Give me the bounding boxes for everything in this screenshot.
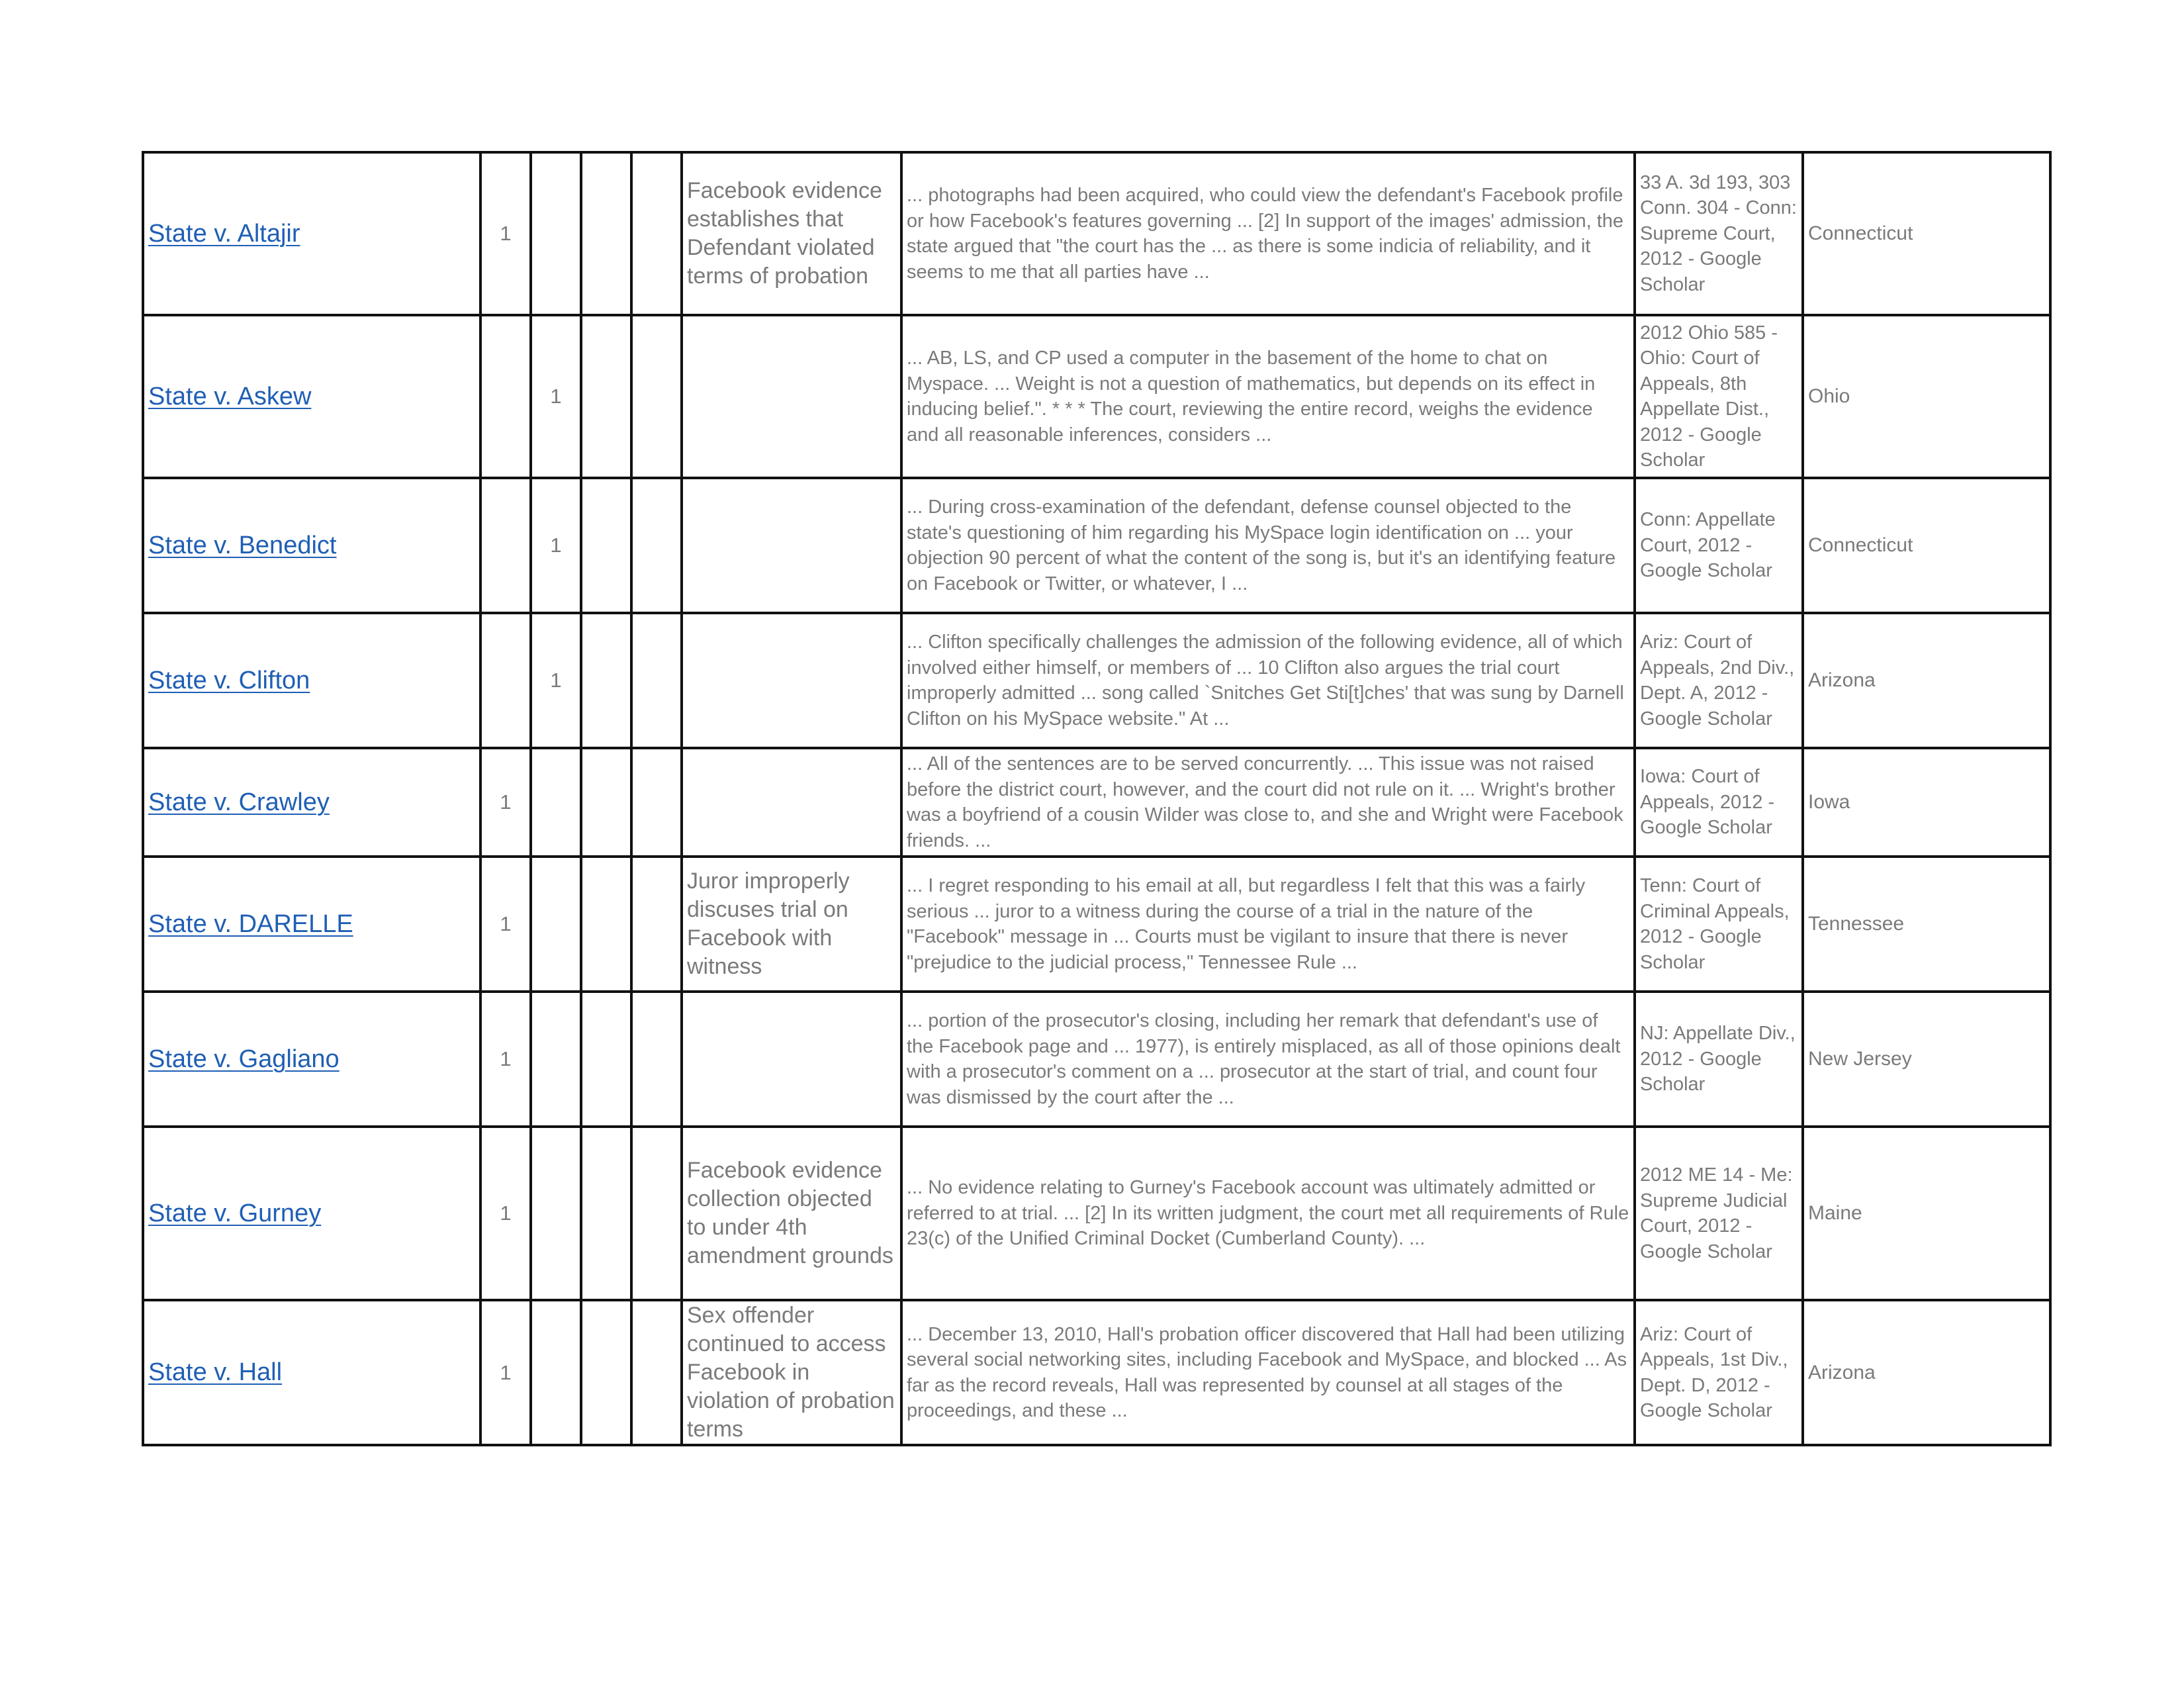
mark-cell: 1 <box>531 478 581 613</box>
mark-cell <box>631 1300 682 1445</box>
mark-cell <box>631 478 682 613</box>
state-cell: New Jersey <box>1803 992 2050 1127</box>
case-link[interactable]: State v. Askew <box>148 382 312 410</box>
state-cell: Arizona <box>1803 1300 2050 1445</box>
topic-cell <box>682 315 901 478</box>
case-link[interactable]: State v. Gurney <box>148 1199 322 1227</box>
topic-cell: Facebook evidence establishes that Defendant violated terms of probation <box>682 152 901 315</box>
table-row <box>143 152 2050 315</box>
topic-cell <box>682 992 901 1127</box>
state-cell: Arizona <box>1803 613 2050 748</box>
mark-cell <box>631 857 682 992</box>
state-cell: Maine <box>1803 1127 2050 1300</box>
mark-cell <box>581 1300 631 1445</box>
mark-cell: 1 <box>480 1127 531 1300</box>
mark-cell <box>531 1300 581 1445</box>
topic-cell: Juror improperly discuses trial on Facebook with witness <box>682 857 901 992</box>
mark-cell <box>581 478 631 613</box>
mark-cell: 1 <box>531 613 581 748</box>
citation-cell: Ariz: Court of Appeals, 2nd Div., Dept. A, 2012 - Google Scholar <box>1635 613 1803 748</box>
snippet-cell: ... portion of the prosecutor's closing, including her remark that defendant's use of the Facebook page and ... 1977), is entirely misplaced, as all of those opinions dealt with a prosecutor's comment on a ... prosecutor at the start of trial, and count four was dismissed by the court after the ... <box>901 992 1635 1127</box>
mark-cell <box>531 1127 581 1300</box>
table-row <box>143 992 2050 1127</box>
table-row <box>143 857 2050 992</box>
case-name-cell <box>143 613 480 748</box>
snippet-cell: ... I regret responding to his email at all, but regardless I felt that this was a fairly serious ... juror to a witness during the course of a trial in the nature of the "Facebook" message in ... Courts must be vigilant to insure that there is never "prejudice to the judicial process," Tennessee Rule ... <box>901 857 1635 992</box>
mark-cell <box>531 992 581 1127</box>
state-cell: Iowa <box>1803 748 2050 857</box>
case-link[interactable]: State v. Altajir <box>148 219 300 248</box>
table-row <box>143 1300 2050 1445</box>
case-link[interactable]: State v. Clifton <box>148 666 310 694</box>
case-link[interactable]: State v. DARELLE <box>148 910 353 938</box>
case-name-cell <box>143 315 480 478</box>
case-name-cell <box>143 992 480 1127</box>
case-table <box>142 151 2052 1446</box>
mark-cell <box>631 748 682 857</box>
snippet-cell: ... Clifton specifically challenges the admission of the following evidence, all of which involved either himself, or members of ... 10 Clifton also argues the trial court improperly admitted ... song called `Snitches Get Sti[t]ches' that was sung by Darnell Clifton on his MySpace website." At ... <box>901 613 1635 748</box>
mark-cell <box>480 315 531 478</box>
citation-cell: 33 A. 3d 193, 303 Conn. 304 - Conn: Supreme Court, 2012 - Google Scholar <box>1635 152 1803 315</box>
mark-cell <box>581 152 631 315</box>
mark-cell <box>531 857 581 992</box>
state-cell: Ohio <box>1803 315 2050 478</box>
mark-cell <box>631 1127 682 1300</box>
mark-cell <box>531 748 581 857</box>
table-row <box>143 748 2050 857</box>
mark-cell: 1 <box>480 1300 531 1445</box>
mark-cell: 1 <box>531 315 581 478</box>
mark-cell <box>480 478 531 613</box>
citation-cell: NJ: Appellate Div., 2012 - Google Scholar <box>1635 992 1803 1127</box>
state-cell: Connecticut <box>1803 478 2050 613</box>
mark-cell: 1 <box>480 857 531 992</box>
mark-cell: 1 <box>480 152 531 315</box>
case-name-cell <box>143 857 480 992</box>
topic-cell: Sex offender continued to access Facebook in violation of probation terms <box>682 1300 901 1445</box>
table-row <box>143 478 2050 613</box>
mark-cell <box>480 613 531 748</box>
snippet-cell: ... During cross-examination of the defendant, defense counsel objected to the state's questioning of him regarding his MySpace login identification on ... your objection 90 percent of what the content of the song is, but it's an identifying feature on Facebook or Twitter, or whatever, I ... <box>901 478 1635 613</box>
citation-cell: Ariz: Court of Appeals, 1st Div., Dept. D, 2012 - Google Scholar <box>1635 1300 1803 1445</box>
case-name-cell <box>143 478 480 613</box>
citation-cell: Iowa: Court of Appeals, 2012 - Google Scholar <box>1635 748 1803 857</box>
mark-cell <box>631 315 682 478</box>
case-link[interactable]: State v. Hall <box>148 1358 283 1386</box>
citation-cell: 2012 ME 14 - Me: Supreme Judicial Court, 2012 - Google Scholar <box>1635 1127 1803 1300</box>
case-name-cell <box>143 748 480 857</box>
mark-cell <box>531 152 581 315</box>
snippet-cell: ... No evidence relating to Gurney's Facebook account was ultimately admitted or referred to at trial. ... [2] In its written judgment, the court met all requirements of Rule 23(c) of the Unified Criminal Docket (Cumberland County). ... <box>901 1127 1635 1300</box>
table-row <box>143 613 2050 748</box>
mark-cell: 1 <box>480 748 531 857</box>
mark-cell <box>581 1127 631 1300</box>
case-link[interactable]: State v. Benedict <box>148 531 337 559</box>
mark-cell <box>581 992 631 1127</box>
citation-cell: Conn: Appellate Court, 2012 - Google Scholar <box>1635 478 1803 613</box>
mark-cell <box>581 613 631 748</box>
mark-cell <box>631 152 682 315</box>
mark-cell <box>581 748 631 857</box>
snippet-cell: ... photographs had been acquired, who could view the defendant's Facebook profile or how Facebook's features governing ... [2] In support of the images' admission, the state argued that "the court has the ... as there is some indicia of reliability, and it seems to me that all parties have ... <box>901 152 1635 315</box>
mark-cell: 1 <box>480 992 531 1127</box>
case-name-cell <box>143 1127 480 1300</box>
table-row <box>143 315 2050 478</box>
mark-cell <box>581 857 631 992</box>
case-name-cell <box>143 1300 480 1445</box>
mark-cell <box>631 992 682 1127</box>
case-name-cell <box>143 152 480 315</box>
mark-cell <box>631 613 682 748</box>
table-row <box>143 1127 2050 1300</box>
topic-cell <box>682 478 901 613</box>
case-link[interactable]: State v. Gagliano <box>148 1045 340 1073</box>
citation-cell: 2012 Ohio 585 - Ohio: Court of Appeals, 8th Appellate Dist., 2012 - Google Scholar <box>1635 315 1803 478</box>
snippet-cell: ... AB, LS, and CP used a computer in the basement of the home to chat on Myspace. ... Weight is not a question of mathematics, but depends on its effect in inducing belief.". * * * The court, reviewing the entire record, weighs the evidence and all reasonable inferences, considers ... <box>901 315 1635 478</box>
mark-cell <box>581 315 631 478</box>
snippet-cell: ... All of the sentences are to be served concurrently. ... This issue was not raised before the district court, however, and the court did not rule on it. ... Wright's brother was a boyfriend of a cousin Wilder was close to, and she and Wright were Facebook friends. ... <box>901 748 1635 857</box>
state-cell: Connecticut <box>1803 152 2050 315</box>
topic-cell <box>682 748 901 857</box>
citation-cell: Tenn: Court of Criminal Appeals, 2012 - Google Scholar <box>1635 857 1803 992</box>
case-link[interactable]: State v. Crawley <box>148 788 330 816</box>
state-cell: Tennessee <box>1803 857 2050 992</box>
snippet-cell: ... December 13, 2010, Hall's probation officer discovered that Hall had been utilizing several social networking sites, including Facebook and MySpace, and blocked ... As far as the record reveals, Hall was represented by counsel at all stages of the proceedings, and these ... <box>901 1300 1635 1445</box>
topic-cell <box>682 613 901 748</box>
topic-cell: Facebook evidence collection objected to under 4th amendment grounds <box>682 1127 901 1300</box>
